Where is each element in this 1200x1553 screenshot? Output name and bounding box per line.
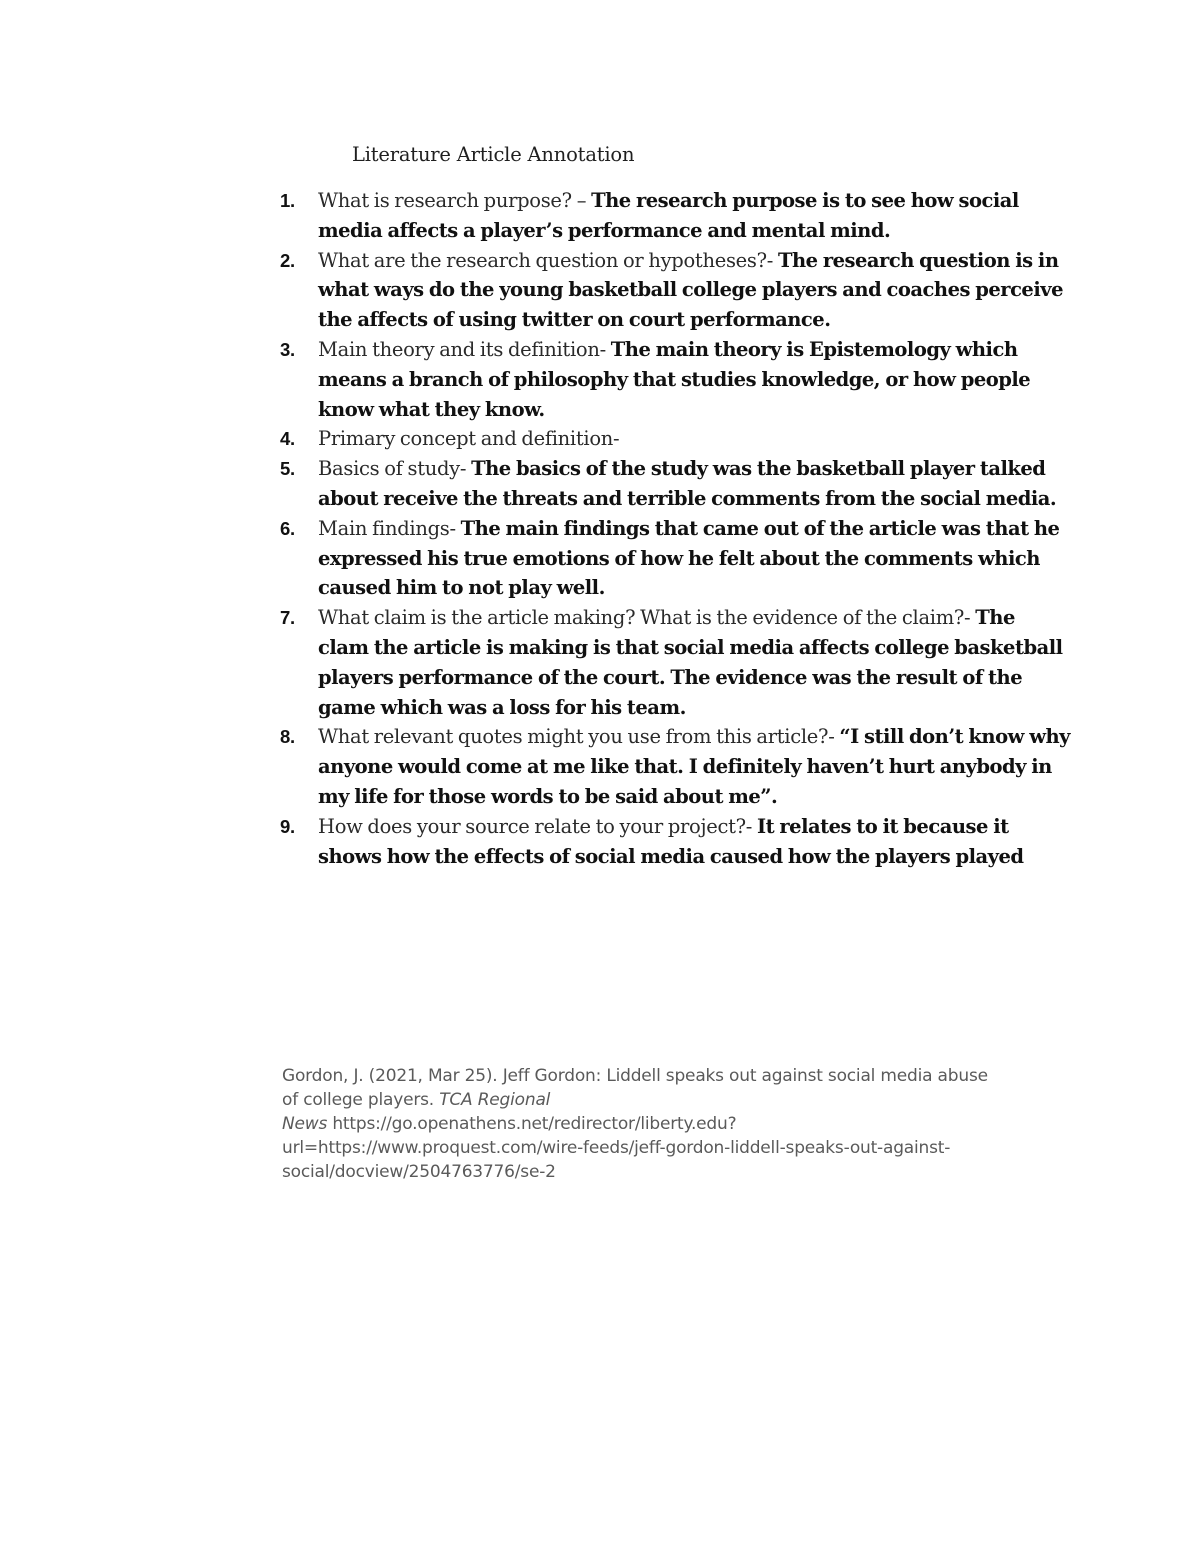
citation-url-line: social/docview/2504763776/se-2 (282, 1162, 556, 1182)
item-number: 5. (280, 458, 295, 480)
citation-text: of college players. (282, 1090, 440, 1110)
citation-source-italic: News (282, 1114, 328, 1134)
item-answer: “I still don’t know why anyone would come at me like that. I definitely haven’t hurt anybody in my life for those words to be said about me”. (318, 725, 1070, 808)
item-number: 8. (280, 726, 295, 748)
list-item (280, 722, 1070, 811)
item-number: 2. (280, 249, 295, 271)
item-number: 4. (280, 428, 295, 450)
item-answer: The main theory is Epistemology which means a branch of philosophy that studies knowledge, or how people know what they know. (318, 337, 1031, 421)
annotation-list (280, 186, 1070, 871)
list-item (280, 603, 1070, 722)
citation-line (282, 1088, 1072, 1112)
item-question: What relevant quotes might you use from this article?- (318, 725, 840, 749)
list-item (280, 335, 1070, 424)
list-item (280, 186, 1070, 246)
item-answer: The clam the article is making is that social media affects college basketball players performance of the court. The evidence was the result of the game which was a loss for his team. (318, 606, 1063, 719)
item-answer: The research purpose is to see how social media affects a player’s performance and mental mind. (318, 189, 1019, 242)
citation-line (282, 1112, 1072, 1136)
list-item (280, 246, 1070, 335)
citation-source-italic: TCA Regional (439, 1090, 551, 1110)
item-answer: The research question is in what ways do the young basketball college players and coaches perceive the affects of using twitter on court performance. (318, 248, 1063, 332)
document-title: Literature Article Annotation (352, 143, 635, 166)
item-question: How does your source relate to your project?- (318, 814, 757, 838)
item-answer: The main findings that came out of the article was that he expressed his true emotions of how he felt about the comments which caused him to not play well. (318, 516, 1060, 600)
item-question: What are the research question or hypotheses?- (318, 248, 778, 272)
item-question: What is research purpose? – (318, 189, 592, 212)
item-number: 9. (280, 815, 295, 837)
item-question: Main findings- (318, 516, 461, 540)
item-question: Main theory and its definition- (318, 337, 611, 361)
reference-citation (282, 1064, 1072, 1184)
item-question: What claim is the article making? What is the evidence of the claim?- (318, 606, 976, 630)
list-item (280, 812, 1070, 872)
item-number: 3. (280, 338, 295, 360)
list-item (280, 454, 1070, 514)
item-answer: It relates to it because it shows how the effects of social media caused how the players played (318, 814, 1024, 868)
item-question: Primary concept and definition- (318, 427, 620, 451)
item-number: 7. (280, 607, 295, 629)
item-answer: The basics of the study was the basketball player talked about receive the threats and terrible comments from the social media. (318, 457, 1057, 510)
item-number: 1. (280, 190, 295, 211)
list-item (280, 514, 1070, 603)
citation-url: https://go.openathens.net/redirector/liberty.edu? (327, 1114, 737, 1134)
item-question: Basics of study- (318, 457, 472, 481)
citation-url-line: url=https://www.proquest.com/wire-feeds/jeff-gordon-liddell-speaks-out-against- (282, 1138, 951, 1158)
item-number: 6. (280, 517, 295, 539)
list-item (280, 424, 1070, 454)
citation-line: Gordon, J. (2021, Mar 25). Jeff Gordon: Liddell speaks out against social media abuse (282, 1066, 988, 1086)
